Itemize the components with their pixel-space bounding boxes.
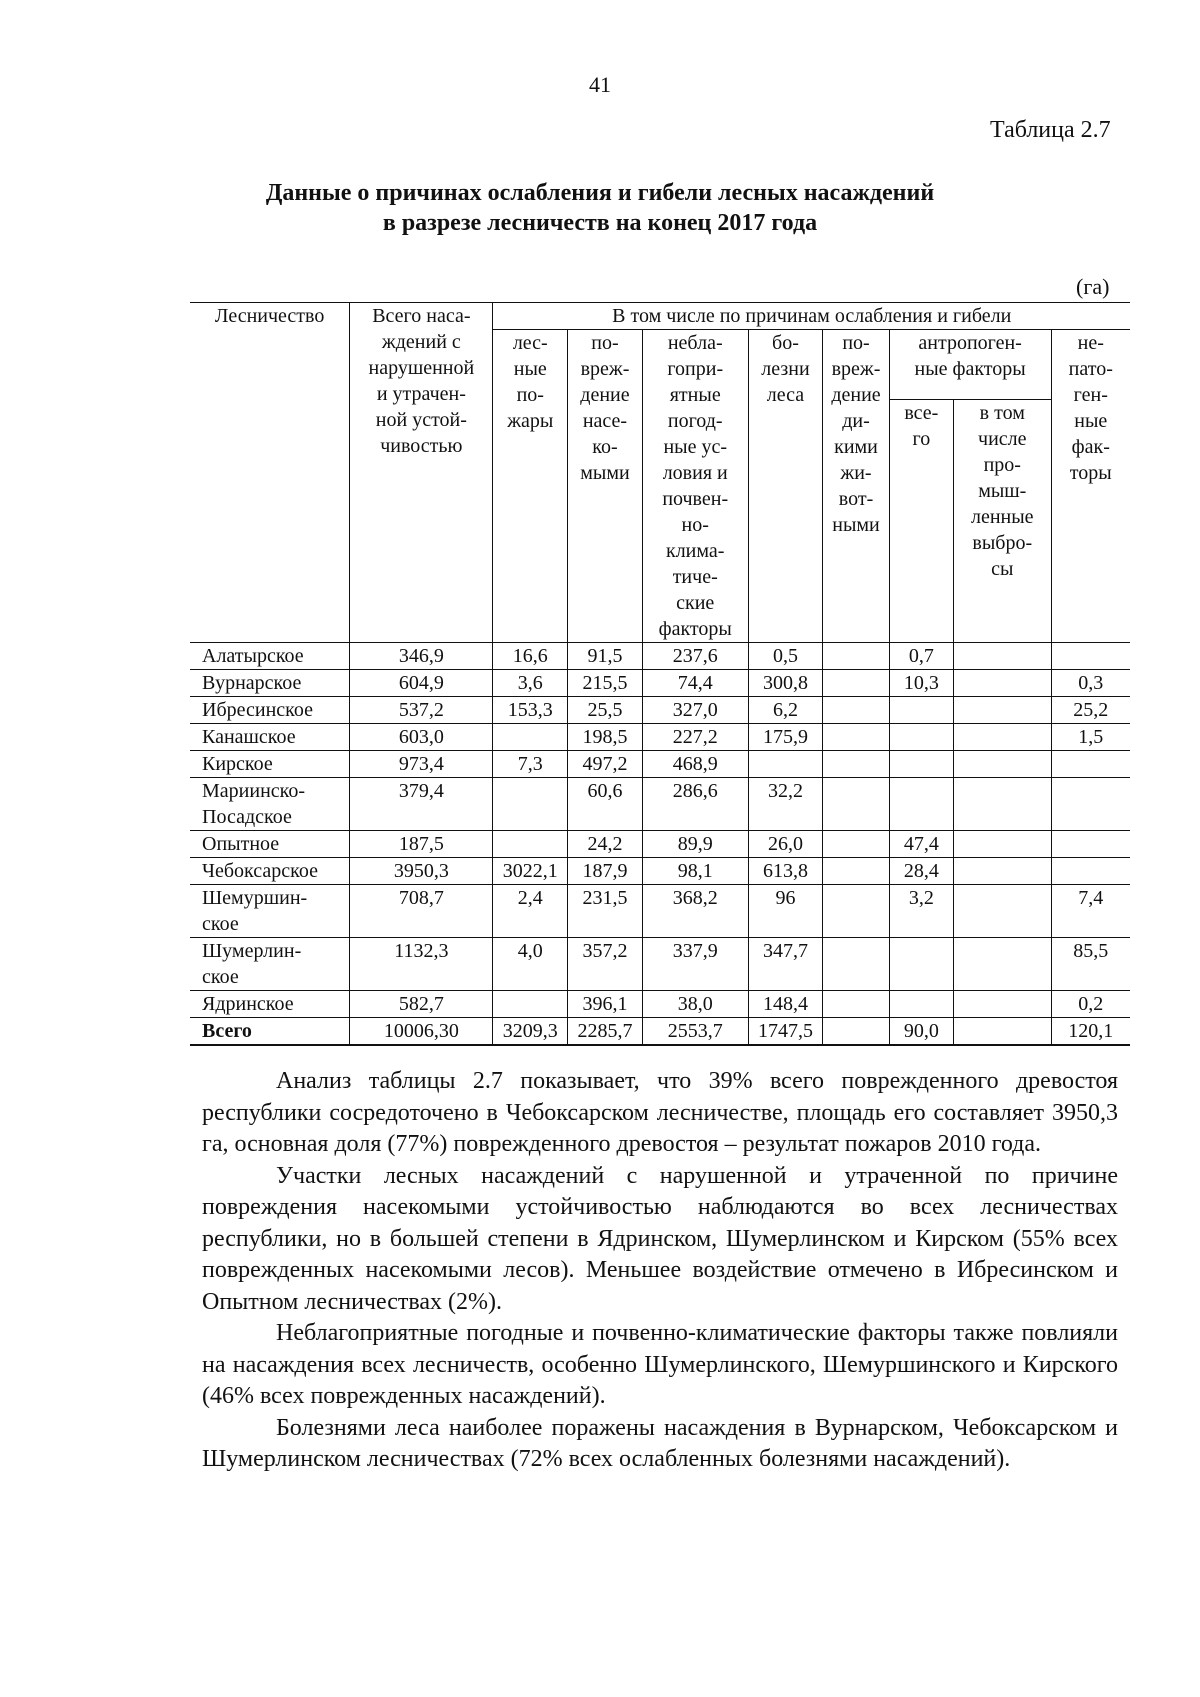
table-row <box>190 778 1130 831</box>
header-weather: небла- гопри- ятные погод- ные ус- ловия и почвен- но- клима- тиче- ские факторы <box>642 330 748 643</box>
table-row <box>190 697 1130 724</box>
cell-diseases: 148,4 <box>748 991 823 1018</box>
cell-fires: 3022,1 <box>493 858 568 885</box>
page-number: 41 <box>589 72 611 97</box>
cell-insects: 2285,7 <box>568 1018 643 1046</box>
header-fires: лес- ные по- жары <box>493 330 568 643</box>
cell-anthro-industrial <box>954 831 1052 858</box>
cell-animals <box>823 831 889 858</box>
cell-forestry-name: Всего <box>190 1018 350 1046</box>
cell-fires: 153,3 <box>493 697 568 724</box>
cell-anthro-total <box>889 938 953 991</box>
cell-insects: 198,5 <box>568 724 643 751</box>
cell-weather: 227,2 <box>642 724 748 751</box>
paragraph-2: Участки лесных насаждений с нарушенной и утраченной по причине повреждения насекомыми устойчивостью наблюдаются во всех лесничествах республики, но в большей степени в Ядринском, Шумерлинском и Кирском (55% всех поврежденных насекомыми лесов). Меньшее воздействие отмечено в Ибресинском и Опытном лесничествах (2%). <box>202 1162 1118 1315</box>
cell-nonpathogenic: 1,5 <box>1051 724 1130 751</box>
cell-weather: 89,9 <box>642 831 748 858</box>
cell-animals <box>823 697 889 724</box>
table-row <box>190 724 1130 751</box>
header-diseases: бо- лезни леса <box>748 330 823 643</box>
cell-anthro-industrial <box>954 885 1052 938</box>
cell-weather: 286,6 <box>642 778 748 831</box>
cell-anthro-total: 47,4 <box>889 831 953 858</box>
cell-weather: 327,0 <box>642 697 748 724</box>
table-row <box>190 858 1130 885</box>
cell-total: 973,4 <box>350 751 493 778</box>
cell-total: 604,9 <box>350 670 493 697</box>
cell-diseases: 347,7 <box>748 938 823 991</box>
cell-anthro-total: 0,7 <box>889 643 953 670</box>
table-row <box>190 991 1130 1018</box>
cell-insects: 231,5 <box>568 885 643 938</box>
cell-insects: 396,1 <box>568 991 643 1018</box>
cell-total: 537,2 <box>350 697 493 724</box>
cell-animals <box>823 751 889 778</box>
table-row <box>190 670 1130 697</box>
header-forestry: Лесничество <box>190 303 350 643</box>
cell-insects: 25,5 <box>568 697 643 724</box>
cell-diseases: 26,0 <box>748 831 823 858</box>
cell-nonpathogenic <box>1051 751 1130 778</box>
cell-nonpathogenic: 0,3 <box>1051 670 1130 697</box>
cell-insects: 215,5 <box>568 670 643 697</box>
cell-nonpathogenic: 120,1 <box>1051 1018 1130 1046</box>
table-row <box>190 831 1130 858</box>
cell-animals <box>823 885 889 938</box>
cell-fires <box>493 778 568 831</box>
cell-nonpathogenic <box>1051 831 1130 858</box>
cell-forestry-name: Опытное <box>190 831 350 858</box>
cell-forestry-name: Ибресинское <box>190 697 350 724</box>
forest-damage-table <box>190 302 1130 1046</box>
cell-fires <box>493 831 568 858</box>
cell-total: 187,5 <box>350 831 493 858</box>
cell-animals <box>823 858 889 885</box>
cell-anthro-industrial <box>954 643 1052 670</box>
cell-diseases: 1747,5 <box>748 1018 823 1046</box>
cell-animals <box>823 670 889 697</box>
cell-animals <box>823 938 889 991</box>
cell-anthro-total <box>889 751 953 778</box>
paragraph-1: Анализ таблицы 2.7 показывает, что 39% всего поврежденного древостоя республики сосредоточено в Чебоксарском лесничестве, площадь его составляет 3950,3 га, основная доля (77%) поврежденного древостоя – результат пожаров 2010 года. <box>202 1068 1118 1157</box>
cell-total: 582,7 <box>350 991 493 1018</box>
cell-anthro-total <box>889 724 953 751</box>
cell-total: 10006,30 <box>350 1018 493 1046</box>
cell-anthro-industrial <box>954 938 1052 991</box>
cell-anthro-industrial <box>954 858 1052 885</box>
cell-fires: 2,4 <box>493 885 568 938</box>
cell-insects: 91,5 <box>568 643 643 670</box>
cell-weather: 368,2 <box>642 885 748 938</box>
table-title-line-1: Данные о причинах ослабления и гибели лесных насаждений <box>265 180 935 206</box>
cell-anthro-total: 3,2 <box>889 885 953 938</box>
cell-fires <box>493 724 568 751</box>
cell-insects: 357,2 <box>568 938 643 991</box>
paragraph-4: Болезнями леса наиболее поражены насаждения в Вурнарском, Чебоксарском и Шумерлинском лесничествах (72% всех ослабленных болезнями насаждений). <box>202 1414 1118 1472</box>
table-row <box>190 1018 1130 1046</box>
cell-weather: 2553,7 <box>642 1018 748 1046</box>
cell-anthro-industrial <box>954 778 1052 831</box>
cell-anthro-industrial <box>954 724 1052 751</box>
cell-anthro-industrial <box>954 697 1052 724</box>
cell-insects: 497,2 <box>568 751 643 778</box>
cell-anthro-total <box>889 778 953 831</box>
cell-forestry-name: Ядринское <box>190 991 350 1018</box>
header-anthro-total: все- го <box>889 400 953 643</box>
cell-anthro-total: 90,0 <box>889 1018 953 1046</box>
table-row <box>190 885 1130 938</box>
cell-fires: 7,3 <box>493 751 568 778</box>
cell-fires <box>493 991 568 1018</box>
cell-nonpathogenic: 7,4 <box>1051 885 1130 938</box>
cell-nonpathogenic <box>1051 778 1130 831</box>
cell-fires: 3,6 <box>493 670 568 697</box>
cell-weather: 337,9 <box>642 938 748 991</box>
header-anthropogenic: антропоген- ные факторы <box>889 330 1051 400</box>
cell-forestry-name: Алатырское <box>190 643 350 670</box>
table-title-line-2: в разрезе лесничеств на конец 2017 года <box>382 210 818 236</box>
header-anthro-industrial: в том числе про- мыш- ленные выбро- сы <box>954 400 1052 643</box>
cell-nonpathogenic <box>1051 643 1130 670</box>
cell-weather: 74,4 <box>642 670 748 697</box>
cell-diseases: 175,9 <box>748 724 823 751</box>
cell-nonpathogenic <box>1051 858 1130 885</box>
cell-diseases: 0,5 <box>748 643 823 670</box>
table-label: Таблица 2.7 <box>990 117 1111 143</box>
cell-fires: 16,6 <box>493 643 568 670</box>
cell-forestry-name: Кирское <box>190 751 350 778</box>
cell-fires: 4,0 <box>493 938 568 991</box>
cell-insects: 60,6 <box>568 778 643 831</box>
header-total: Всего наса- ждений с нарушенной и утрачен- ной устой- чивостью <box>350 303 493 643</box>
cell-animals <box>823 1018 889 1046</box>
cell-total: 3950,3 <box>350 858 493 885</box>
cell-forestry-name: Канашское <box>190 724 350 751</box>
cell-anthro-industrial <box>954 751 1052 778</box>
cell-diseases <box>748 751 823 778</box>
cell-anthro-total <box>889 697 953 724</box>
cell-insects: 187,9 <box>568 858 643 885</box>
cell-diseases: 96 <box>748 885 823 938</box>
cell-fires: 3209,3 <box>493 1018 568 1046</box>
cell-animals <box>823 643 889 670</box>
cell-anthro-total: 10,3 <box>889 670 953 697</box>
table-row <box>190 643 1130 670</box>
table-title <box>0 178 1200 238</box>
cell-diseases: 613,8 <box>748 858 823 885</box>
cell-total: 603,0 <box>350 724 493 751</box>
cell-animals <box>823 778 889 831</box>
cell-anthro-total <box>889 991 953 1018</box>
cell-forestry-name: Шумерлин- ское <box>190 938 350 991</box>
cell-insects: 24,2 <box>568 831 643 858</box>
cell-total: 1132,3 <box>350 938 493 991</box>
cell-anthro-industrial <box>954 991 1052 1018</box>
cell-diseases: 300,8 <box>748 670 823 697</box>
cell-anthro-industrial <box>954 1018 1052 1046</box>
cell-animals <box>823 724 889 751</box>
cell-total: 346,9 <box>350 643 493 670</box>
cell-weather: 237,6 <box>642 643 748 670</box>
header-insects: по- вреж- дение насе- ко- мыми <box>568 330 643 643</box>
cell-anthro-industrial <box>954 670 1052 697</box>
cell-forestry-name: Мариинско- Посадское <box>190 778 350 831</box>
table-row <box>190 938 1130 991</box>
cell-anthro-total: 28,4 <box>889 858 953 885</box>
cell-nonpathogenic: 0,2 <box>1051 991 1130 1018</box>
header-animals: по- вреж- дение ди- кими жи- вот- ными <box>823 330 889 643</box>
cell-weather: 468,9 <box>642 751 748 778</box>
table-row <box>190 751 1130 778</box>
cell-diseases: 6,2 <box>748 697 823 724</box>
header-nonpathogenic: не- пато- ген- ные фак- торы <box>1051 330 1130 643</box>
header-group: В том числе по причинам ослабления и гибели <box>493 303 1130 330</box>
cell-total: 379,4 <box>350 778 493 831</box>
cell-weather: 38,0 <box>642 991 748 1018</box>
cell-forestry-name: Вурнарское <box>190 670 350 697</box>
cell-forestry-name: Чебоксарское <box>190 858 350 885</box>
paragraph-3: Неблагоприятные погодные и почвенно-климатические факторы также повлияли на насаждения всех лесничеств, особенно Шумерлинского, Шемуршинского и Кирского (46% всех поврежденных насаждений). <box>202 1320 1118 1409</box>
body-text <box>202 1066 1118 1476</box>
cell-total: 708,7 <box>350 885 493 938</box>
cell-weather: 98,1 <box>642 858 748 885</box>
cell-nonpathogenic: 85,5 <box>1051 938 1130 991</box>
cell-diseases: 32,2 <box>748 778 823 831</box>
cell-forestry-name: Шемуршин- ское <box>190 885 350 938</box>
unit-label: (га) <box>1076 274 1110 299</box>
cell-nonpathogenic: 25,2 <box>1051 697 1130 724</box>
cell-animals <box>823 991 889 1018</box>
